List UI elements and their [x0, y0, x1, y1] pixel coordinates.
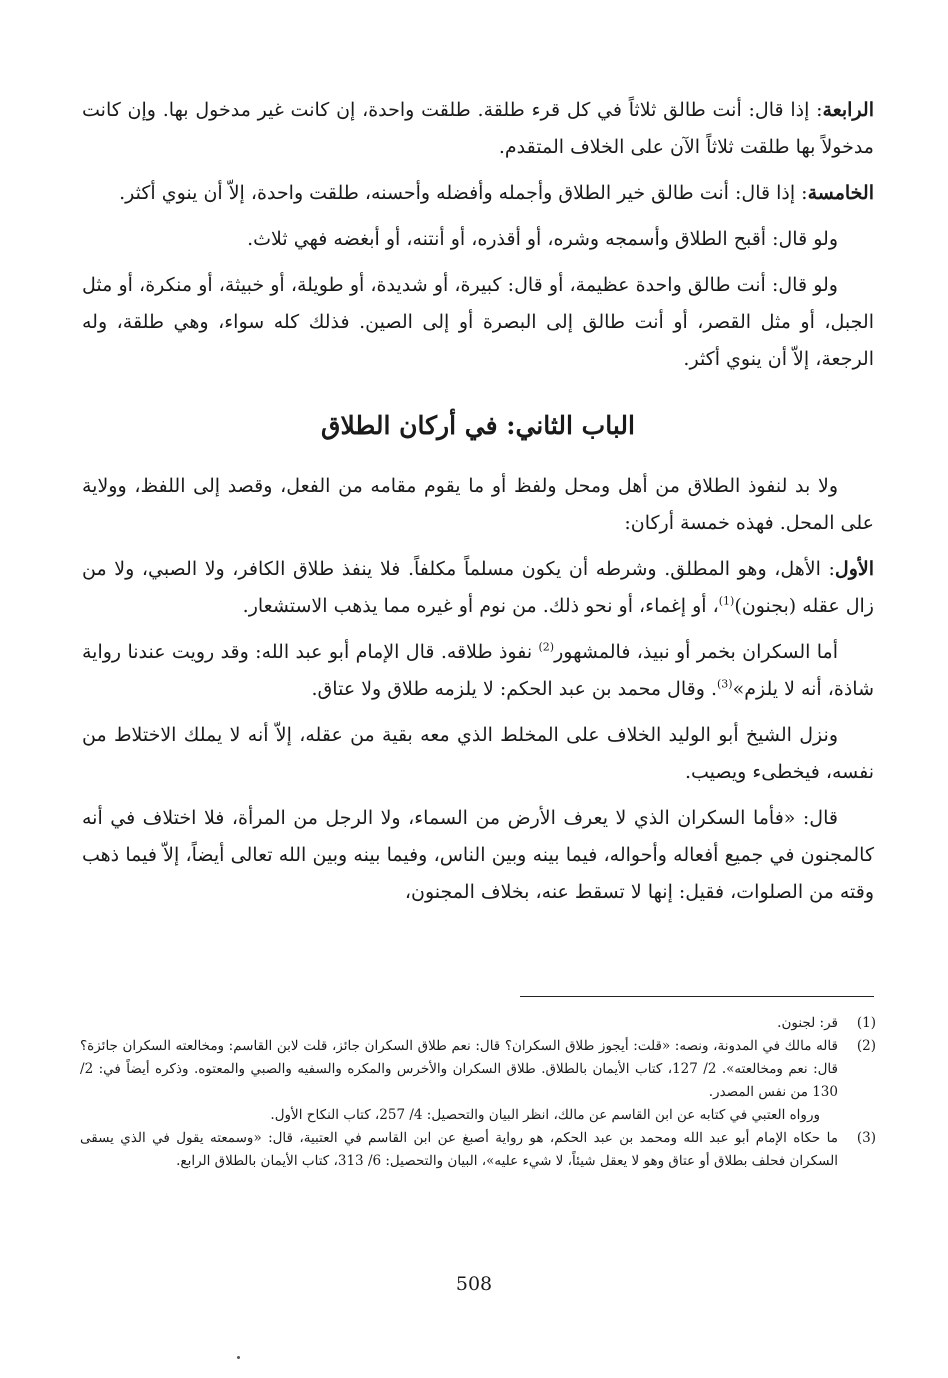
- paragraph-text: . وقال محمد بن عبد الحكم: لا يلزمه طلاق ولا عتاق.: [311, 678, 717, 700]
- paragraph-text: أما السكران بخمر أو نبيذ، فالمشهور: [554, 641, 838, 663]
- paragraph-text: ، أو إغماء، أو نحو ذلك. من نوم أو غيره مما يذهب الاستشعار.: [242, 595, 719, 617]
- footnote-number: (1): [856, 1015, 876, 1031]
- paragraph: قال: «فأما السكران الذي لا يعرف الأرض من السماء، ولا الرجل من المرأة، فلا اختلاف في أنه كالمجنون في جميع أفعاله وأحواله، فيما بينه وبين الناس، وفيما بينه وبين الله تعالى أيضاً، إلاّ فيما ذهب وقته من الصلوات، فقيل: إنها لا تسقط عنه، بخلاف المجنون،: [82, 807, 874, 903]
- paragraph-text: : الأهل، وهو المطلق. وشرطه أن يكون مسلماً مكلفاً. فلا ينفذ طلاق الكافر، ولا الصبي، ولا من زال عقله (بجنون): [82, 558, 874, 617]
- paragraph-drunk: [82, 634, 874, 708]
- footnote-text: قاله مالك في المدونة، ونصه: «قلت: أيجوز طلاق السكران؟ قال: نعم طلاق السكران جائز، قلت لابن القاسم: ومخالعته السكران جائزة؟ قال: نعم ومخالعته». 2/ 127، كتاب الأيمان بالطلاق. طلاق السكران والأخرس والمكره والسفيه والصبي والمعتوه. وذكره أيضاً في: 2/ 130 من نفس المصدر.: [80, 1038, 838, 1100]
- footnote-2: [80, 1035, 876, 1104]
- footnote-separator: [520, 996, 874, 997]
- footnote-2-continuation: ورواه العتبي في كتابه عن ابن القاسم عن مالك، انظر البيان والتحصيل: 4/ 257، كتاب النكاح الأول.: [270, 1107, 820, 1123]
- paragraph-text: : إذا قال: أنت طالق ثلاثاً في كل قرء طلقة. طلقت واحدة، إن كانت غير مدخول بها. وإن كانت مدخولاً بها طلقت ثلاثاً الآن على الخلاف المتقدم.: [82, 99, 874, 158]
- paragraph-fifth: [82, 175, 874, 212]
- paragraph-text: : إذا قال: أنت طالق خير الطلاق وأجمله وأفضله وأحسنه، طلقت واحدة، إلاّ أن ينوي أكثر.: [119, 182, 808, 204]
- paragraph-lead: الرابعة: [822, 99, 874, 121]
- footnote-number: (3): [856, 1130, 876, 1146]
- footnote-ref[interactable]: (2): [538, 640, 555, 654]
- paragraph-text: نفوذ طلاقه. قال الإمام أبو عبد الله: وقد رويت عندنا رواية شاذة، أنه لا يلزم»: [82, 641, 874, 700]
- paragraph: ولو قال: أقبح الطلاق وأسمجه وشره، أو أقذره، أو أنتنه، أو أبغضه فهي ثلاث.: [247, 228, 838, 250]
- paragraph-lead: الخامسة: [807, 182, 874, 204]
- footnote-1: [80, 1012, 876, 1035]
- footnote-text: ما حكاه الإمام أبو عبد الله ومحمد بن عبد الحكم، هو رواية أصبغ عن ابن القاسم في العتبية، قال: «وسمعته يقول في الذي يسقى السكران فحلف بطلاق أو عتاق وهو لا يعقل شيئاً، لا شيء عليه»، البيان والتحصيل: 6/ 313، كتاب الأيمان بالطلاق الرابع.: [80, 1130, 839, 1169]
- footnote-ref[interactable]: (1): [718, 594, 735, 608]
- scan-speck: [237, 1356, 240, 1359]
- paragraph-lead: الأول: [834, 558, 874, 580]
- footnote-3: [80, 1127, 876, 1173]
- paragraph: ولو قال: أنت طالق واحدة عظيمة، أو قال: كبيرة، أو شديدة، أو طويلة، أو خبيثة، أو منكرة، أو مثل الجبل، أو مثل القصر، أو أنت طالق إلى البصرة أو إلى الصين. فذلك كله سواء، وهي طلقة، وله الرجعة، إلاّ أن ينوي أكثر.: [82, 274, 874, 370]
- paragraph-first-pillar: [82, 551, 874, 625]
- paragraph: ونزل الشيخ أبو الوليد الخلاف على المخلط الذي معه بقية من عقله، إلاّ أنه لا يملك الاختلاط من نفسه، فيخطىء ويصيب.: [82, 724, 874, 783]
- footnotes: [80, 1012, 876, 1173]
- chapter-heading: الباب الثاني: في أركان الطلاق: [321, 411, 635, 440]
- page-number: 508: [455, 1273, 493, 1295]
- footnote-text: قر: لجنون.: [777, 1015, 838, 1031]
- paragraph-fourth: [82, 92, 874, 166]
- paragraph: ولا بد لنفوذ الطلاق من أهل ومحل ولفظ أو ما يقوم مقامه من الفعل، وقصد إلى اللفظ، وولاية على المحل. فهذه خمسة أركان:: [82, 475, 874, 534]
- main-text: [82, 92, 874, 920]
- footnote-ref[interactable]: (3): [716, 677, 733, 691]
- footnote-number: (2): [856, 1038, 876, 1054]
